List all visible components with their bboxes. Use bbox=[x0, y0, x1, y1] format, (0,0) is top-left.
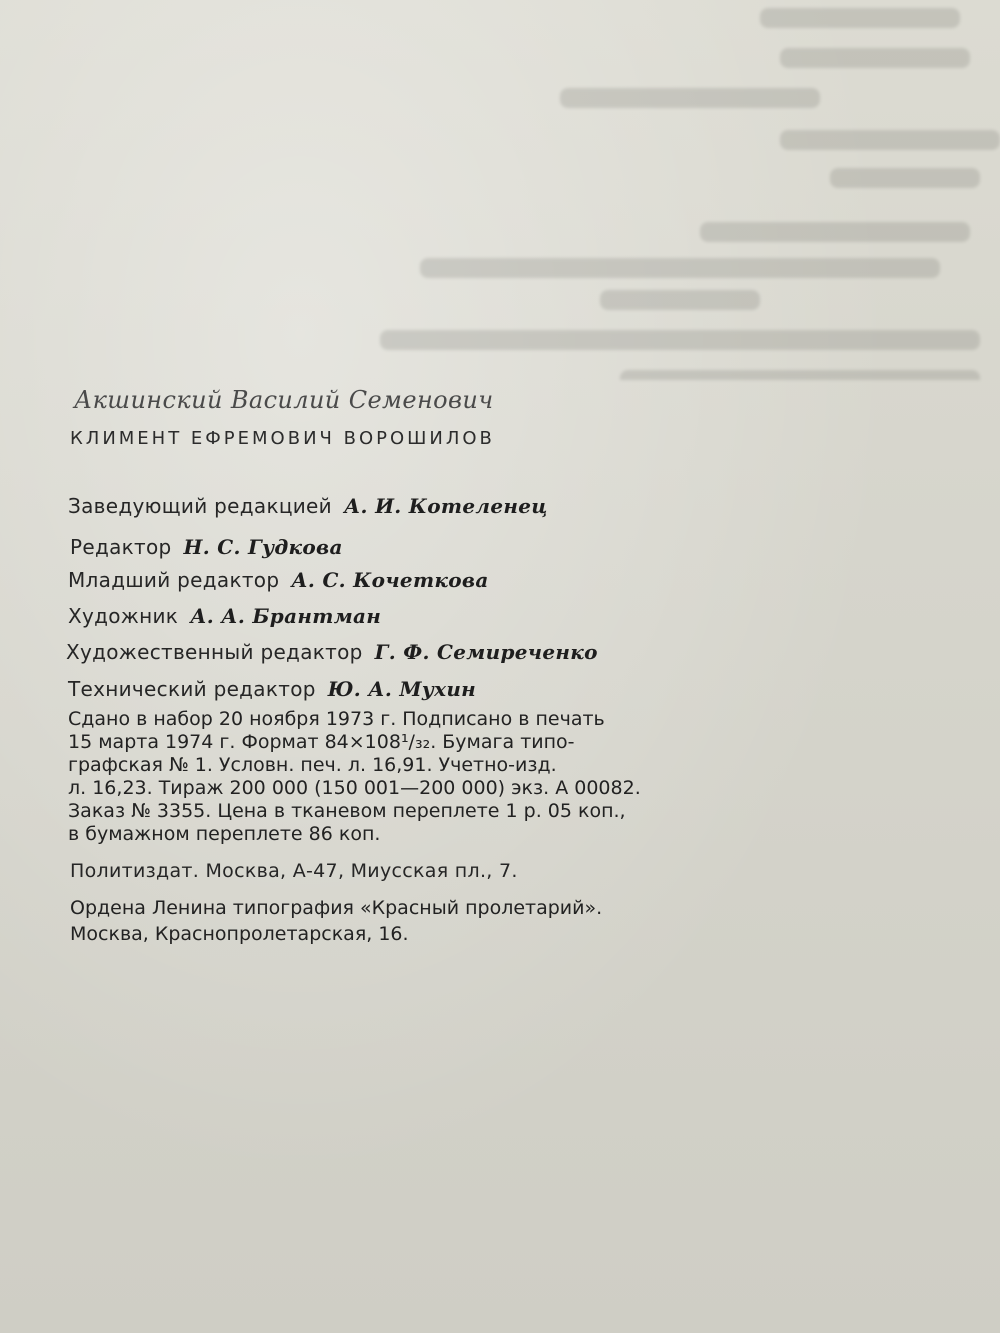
imprint-line: Сдано в набор 20 ноября 1973 г. Подписано в печать bbox=[68, 708, 605, 730]
imprint-details bbox=[68, 708, 788, 846]
imprint-line: Заказ № 3355. Цена в тканевом переплете 1 р. 05 коп., bbox=[68, 800, 626, 822]
credit-person: А. И. Котеленец bbox=[343, 494, 548, 518]
credit-role: Художник bbox=[68, 604, 179, 628]
credit-role: Редактор bbox=[70, 535, 172, 559]
credit-role: Младший редактор bbox=[68, 568, 280, 592]
credit-person: А. А. Брантман bbox=[190, 604, 382, 628]
credit-technical-editor bbox=[68, 679, 476, 699]
imprint-line: графская № 1. Условн. печ. л. 16,91. Учетно-изд. bbox=[68, 754, 557, 776]
credit-person: Н. С. Гудкова bbox=[183, 535, 343, 559]
printer-info bbox=[70, 895, 602, 947]
credit-editor bbox=[70, 537, 343, 557]
printer-address: Москва, Краснопролетарская, 16. bbox=[70, 923, 409, 945]
credit-person: А. С. Кочеткова bbox=[291, 568, 489, 592]
book-author: Акшинский Василий Семенович bbox=[74, 386, 494, 414]
imprint-line: 15 марта 1974 г. Формат 84×108¹/₃₂. Бумага типо- bbox=[68, 731, 575, 753]
credit-person: Г. Ф. Семиреченко bbox=[374, 640, 598, 664]
credit-junior-editor bbox=[68, 570, 489, 590]
credit-role: Художественный редактор bbox=[66, 640, 363, 664]
imprint-line: в бумажном переплете 86 коп. bbox=[68, 823, 381, 845]
credit-art-editor bbox=[66, 642, 598, 662]
credit-head-of-editorial bbox=[68, 496, 548, 516]
printer-name: Ордена Ленина типография «Красный пролетарий». bbox=[70, 897, 603, 919]
imprint-line: л. 16,23. Тираж 200 000 (150 001—200 000) экз. А 00082. bbox=[68, 777, 641, 799]
credit-role: Заведующий редакцией bbox=[68, 494, 332, 518]
publisher-address: Политиздат. Москва, А-47, Миусская пл., 7. bbox=[70, 860, 518, 882]
credit-artist bbox=[68, 606, 381, 626]
book-title: КЛИМЕНТ ЕФРЕМОВИЧ ВОРОШИЛОВ bbox=[70, 428, 495, 449]
credit-person: Ю. А. Мухин bbox=[327, 677, 477, 701]
credit-role: Технический редактор bbox=[68, 677, 316, 701]
